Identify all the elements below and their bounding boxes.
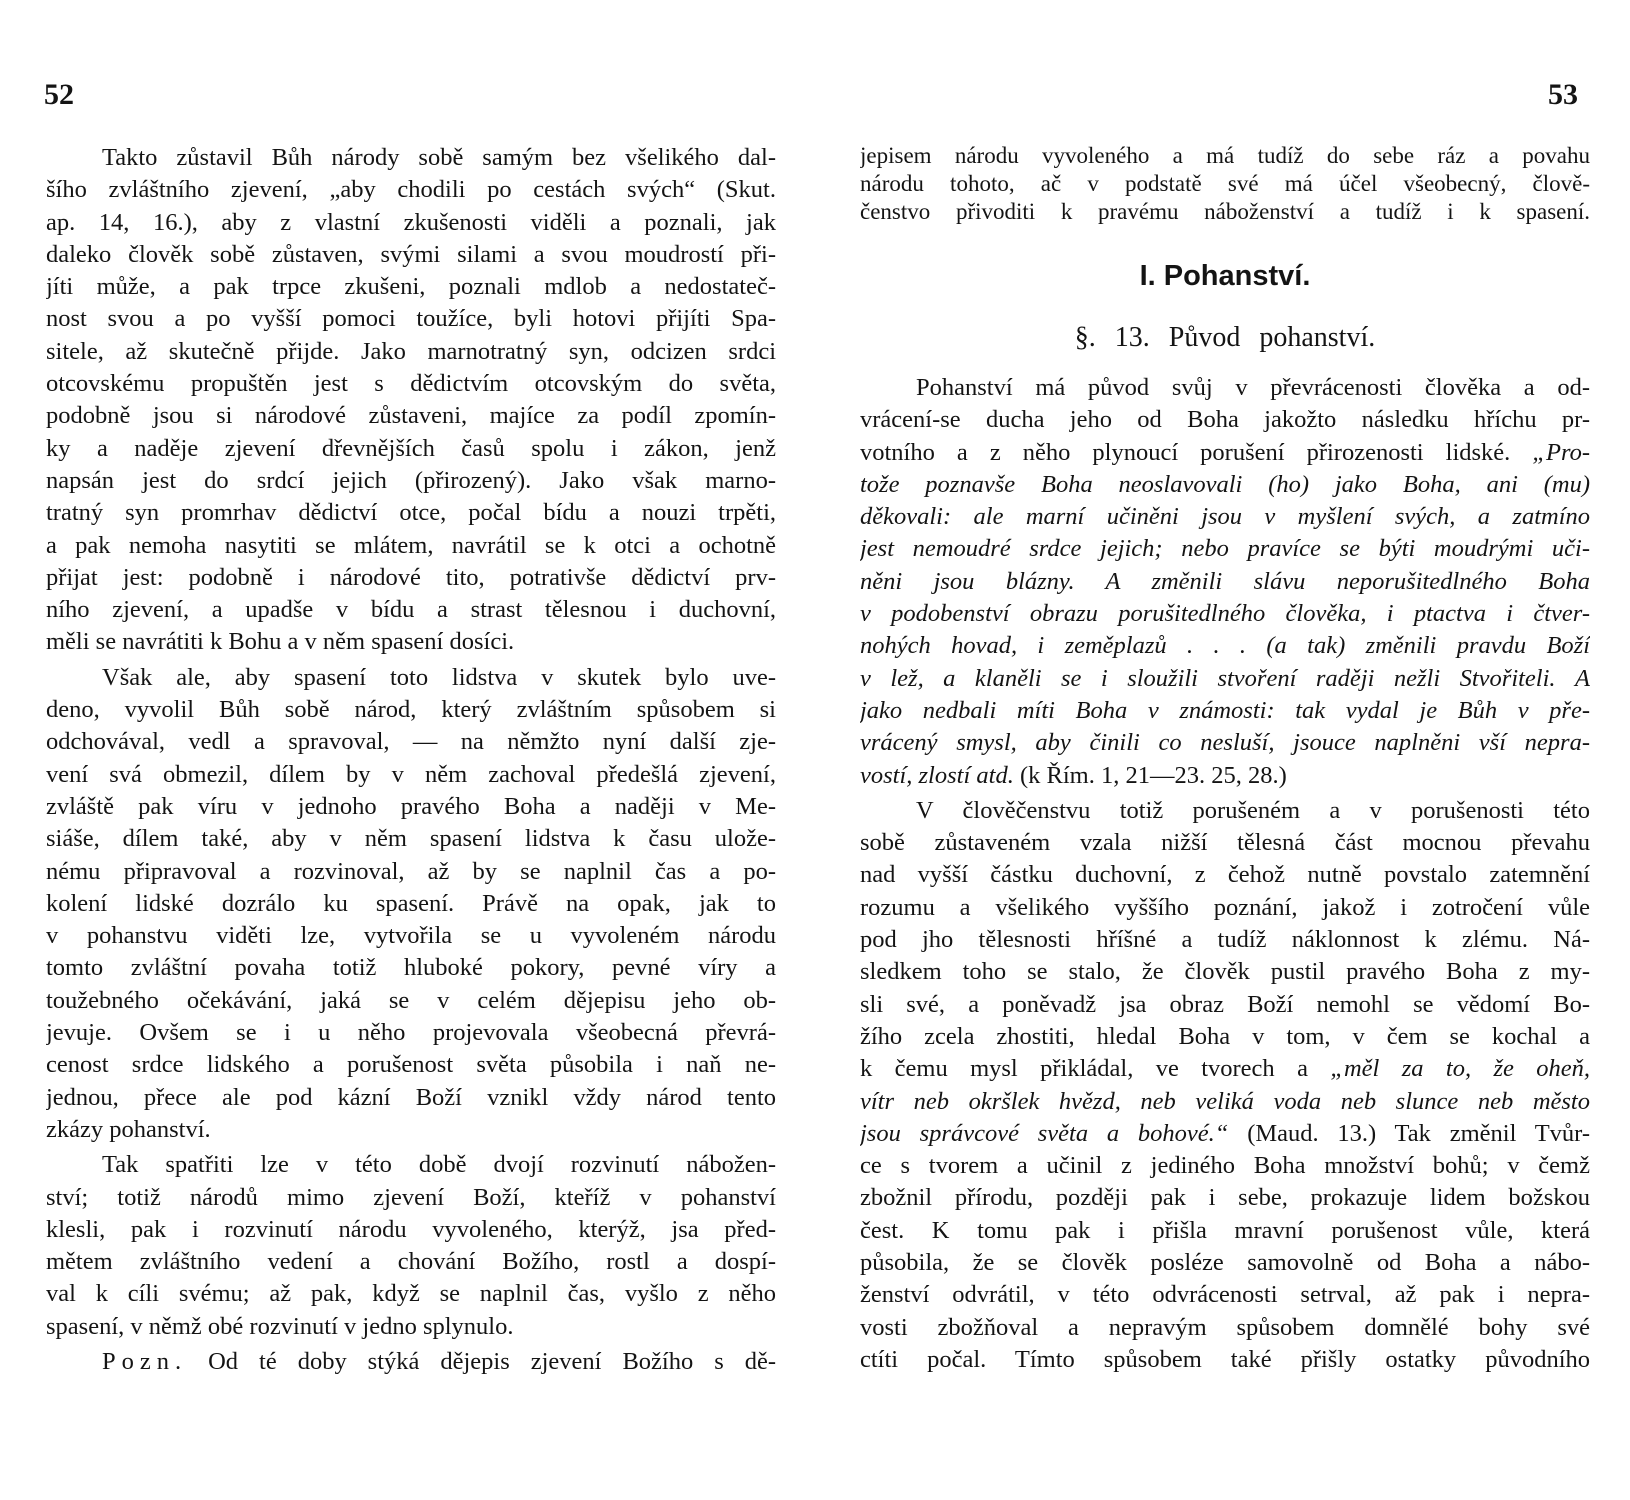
text-line: působila, že se člověk posléze samovolně od Boha a nábo- (860, 1249, 1590, 1277)
text-line (860, 437, 1590, 469)
left-page-text (46, 142, 776, 1378)
text-line: klesli, pak i rozvinutí národu vyvoleného, kterýž, jsa před- (46, 1215, 776, 1243)
text-line (860, 1053, 1590, 1085)
text-line: přijat jest: podobně i národové tito, potrativše dědictví prv- (46, 563, 776, 591)
text-line: tomto zvláštní povaha totiž hluboké pokory, pevné víry a (46, 954, 776, 982)
text-line: ky a naděje zjevení dřevnějších časů spolu i zákon, jenž (46, 434, 776, 462)
text-line: cenost srdce lidského a porušenost světa působila i naň ne- (46, 1051, 776, 1079)
quote-line: tože poznavše Boha neoslavovali (ho) jako Boha, ani (mu) (860, 470, 1590, 498)
text-line (860, 760, 1590, 792)
text-line: daleko člověk sobě zůstaven, svými silami a svou moudrostí při- (46, 240, 776, 268)
citation: (k Řím. 1, 21—23. 25, 28.) (1019, 761, 1287, 789)
page-number-left: 52 (44, 78, 74, 111)
text-line: žího zcela zhostiti, hledal Boha v tom, v čem se kochal a (860, 1022, 1590, 1050)
text-line: ního zjevení, a upadše v bídu a strast tělesnou i duchovní, (46, 596, 776, 624)
chapter-heading: §. 13. Původ pohanství. (1074, 322, 1376, 353)
text-line: sli své, a poněvadž jsa obraz Boží nemohl se vědomí Bo- (860, 990, 1590, 1018)
quote-line: jako nedbali míti Boha v známosti: tak vydal je Bůh v pře- (860, 696, 1590, 724)
quote-line: vrácený smysl, aby činili co nesluší, jsouce naplněni vší nepra- (860, 729, 1590, 757)
text-line: mětem zvláštního vedení a chování Božího, rostl a dospí- (46, 1248, 776, 1276)
text-line: zbožnil přírodu, později pak i sebe, prokazuje lidem božskou (860, 1184, 1590, 1212)
text-line: napsán jest do srdcí jejich (přirozený). Jako však marno- (46, 466, 776, 494)
text-line: sitele, až skutečně přijde. Jako marnotratný syn, odcizen srdci (46, 337, 776, 365)
text-line: ženství odvrátil, v této odvrácenosti setrval, až pak i nepra- (860, 1281, 1590, 1309)
text-line: pod jho tělesnosti hříšné a tudíž náklonnost k zlému. Ná- (860, 926, 1590, 954)
note-label: Pozn. (102, 1347, 188, 1375)
text-segment: k čemu mysl přikládal, ve tvorech a (860, 1055, 1308, 1083)
text-line: odchovával, vedl a spravoval, — na němžto nyní další zje- (46, 728, 776, 756)
text-line: národu tohoto, ač v podstatě své má účel všeobecný, člově- (860, 171, 1590, 196)
text-line: a pak nemoha nasytiti se mlátem, navrátil se k otci a ochotně (46, 531, 776, 559)
text-line: kolení lidské dozrálo ku spasení. Právě na opak, jak to (46, 889, 776, 917)
text-line: deno, vyvolil Bůh sobě národ, který zvláštním spůsobem si (46, 696, 776, 724)
text-line: jevuje. Ovšem se i u něho projevovala všeobecná převrá- (46, 1019, 776, 1047)
text-line: V člověčenstvu totiž porušeném a v porušenosti této (916, 796, 1590, 824)
quote-segment: jsou správcové světa a bohové.“ (860, 1119, 1229, 1147)
text-line: jepisem národu vyvoleného a má tudíž do sebe ráz a povahu (860, 143, 1590, 168)
text-line: toužebného očekávání, jaká se v celém dějepisu jeho ob- (46, 986, 776, 1014)
text-line: tratný syn promrhav dědictví otce, počal bídu a nouzi trpěti, (46, 499, 776, 527)
quote-segment: A (1575, 664, 1590, 692)
text-line: zvláště pak víru v jednoho pravého Boha a naději v Me- (46, 792, 776, 820)
text-line: val k cíli svému; až pak, když se naplnil čas, vyšlo z něho (46, 1280, 776, 1308)
text-line: měli se navrátiti k Bohu a v něm spasení dosíci. (46, 628, 515, 656)
text-line: Pohanství má původ svůj v převrácenosti člověka a od- (916, 374, 1590, 401)
quote-segment: „Pro- (1532, 438, 1590, 466)
quote-line: něni jsou blázny. A změnili slávu neporušitedlného Boha (860, 567, 1590, 595)
quote-line: jest nemoudré srdce jejich; nebo pravíce se býti moudrými uči- (860, 535, 1590, 563)
text-line: čest. K tomu pak i přišla mravní porušenost vůle, která (860, 1216, 1590, 1244)
text-line: vrácení-se ducha jeho od Boha jakožto následku hříchu pr- (860, 406, 1590, 434)
text-line: ství; totiž národů mimo zjevení Boží, kteříž v pohanství (46, 1183, 776, 1211)
text-line: vení svá obmezil, dílem by v něm zachoval předešlá zjevení, (46, 760, 776, 788)
section-heading: I. Pohanství. (1139, 260, 1311, 292)
text-line: šího zvláštního zjevení, „aby chodili po cestách svých“ (Skut. (46, 176, 776, 204)
text-line: rozumu a všelikého vyššího poznání, jakož i zotročení vůle (860, 893, 1590, 921)
text-line: nad vyšší částku duchovní, z čehož nutně povstalo zatemnění (860, 861, 1590, 889)
text-line: nost svou a po vyšší pomoci toužíce, byli hotovi přijíti Spa- (46, 305, 776, 333)
text-line (46, 1346, 776, 1378)
text-line: Takto zůstavil Bůh národy sobě samým bez všelikého dal- (102, 144, 776, 171)
text-line (860, 1118, 1590, 1150)
text-line: Však ale, aby spasení toto lidstva v skutek bylo uve- (102, 663, 776, 691)
text-line: nému připravoval a rozvinoval, až by se naplnil čas a po- (46, 857, 776, 885)
quote-line: děkovali: ale marní učiněni jsou v myšlení svých, a zatmíno (860, 503, 1590, 531)
text-line: Tak spatřiti lze v této době dvojí rozvinutí nábožen- (102, 1151, 776, 1179)
text-line: podobně jsou si národové zůstaveni, majíce za podíl zpomín- (46, 402, 776, 430)
text-line: zkázy pohanství. (46, 1115, 211, 1143)
text-line: spasení, v němž obé rozvinutí v jedno splynulo. (46, 1312, 514, 1340)
text-line: otcovskému propuštěn jest s dědictvím otcovským do světa, (46, 370, 776, 398)
text-line: vosti zbožňoval a nepravým spůsobem domnělé bohy své (860, 1313, 1590, 1341)
text-line: čenstvo přivoditi k pravému náboženství a tudíž i k spasení. (860, 199, 1590, 224)
text-segment: votního a z něho plynoucí porušení přirozenosti lidské. (860, 438, 1511, 466)
text-line: jíti může, a pak trpce zkušeni, poznali mdlob a nedostateč- (46, 273, 776, 301)
text-line: ap. 14, 16.), aby z vlastní zkušenosti viděli a poznali, jak (46, 208, 776, 236)
quote-segment: v lež, a klaněli se i sloužili stvoření raději nežli Stvořiteli. (860, 664, 1556, 692)
text-segment: (Maud. 13.) Tak změnil Tvůr- (1247, 1119, 1590, 1147)
text-line: siáše, dílem také, aby v něm spasení lidstva k času ulože- (46, 825, 776, 853)
page-number-right: 53 (1548, 78, 1578, 111)
note-text: Od té doby stýká dějepis zjevení Božího s dě- (208, 1347, 776, 1375)
quote-line: nohých hovad, i zeměplazů . . . (a tak) změnili pravdu Boží (860, 632, 1590, 660)
text-line: jednou, přece ale pod kázní Boží vznikl vždy národ tento (46, 1083, 776, 1111)
quote-line: v podobenství obrazu porušitedlného člověka, i ptactva i čtver- (860, 600, 1590, 628)
quote-line (860, 663, 1590, 695)
quote-segment: vostí, zlostí atd. (860, 761, 1014, 789)
text-line: sobě zůstaveném vzala nižší tělesná část mocnou převahu (860, 829, 1590, 857)
text-line: v pohanstvu viděti lze, vytvořila se u vyvoleném národu (46, 922, 776, 950)
quote-segment: „měl za to, že oheň, (1330, 1055, 1590, 1083)
text-line: sledkem toho se stalo, že člověk pustil pravého Boha z my- (860, 958, 1590, 986)
text-line: ce s tvorem a učinil z jediného Boha množství bohů; v čemž (860, 1152, 1590, 1180)
text-line: ctíti počal. Tímto spůsobem také přišly ostatky původního (860, 1345, 1590, 1373)
quote-line: vítr neb okršlek hvězd, neb veliká voda neb slunce neb město (860, 1087, 1590, 1115)
right-page-text (860, 142, 1590, 1376)
